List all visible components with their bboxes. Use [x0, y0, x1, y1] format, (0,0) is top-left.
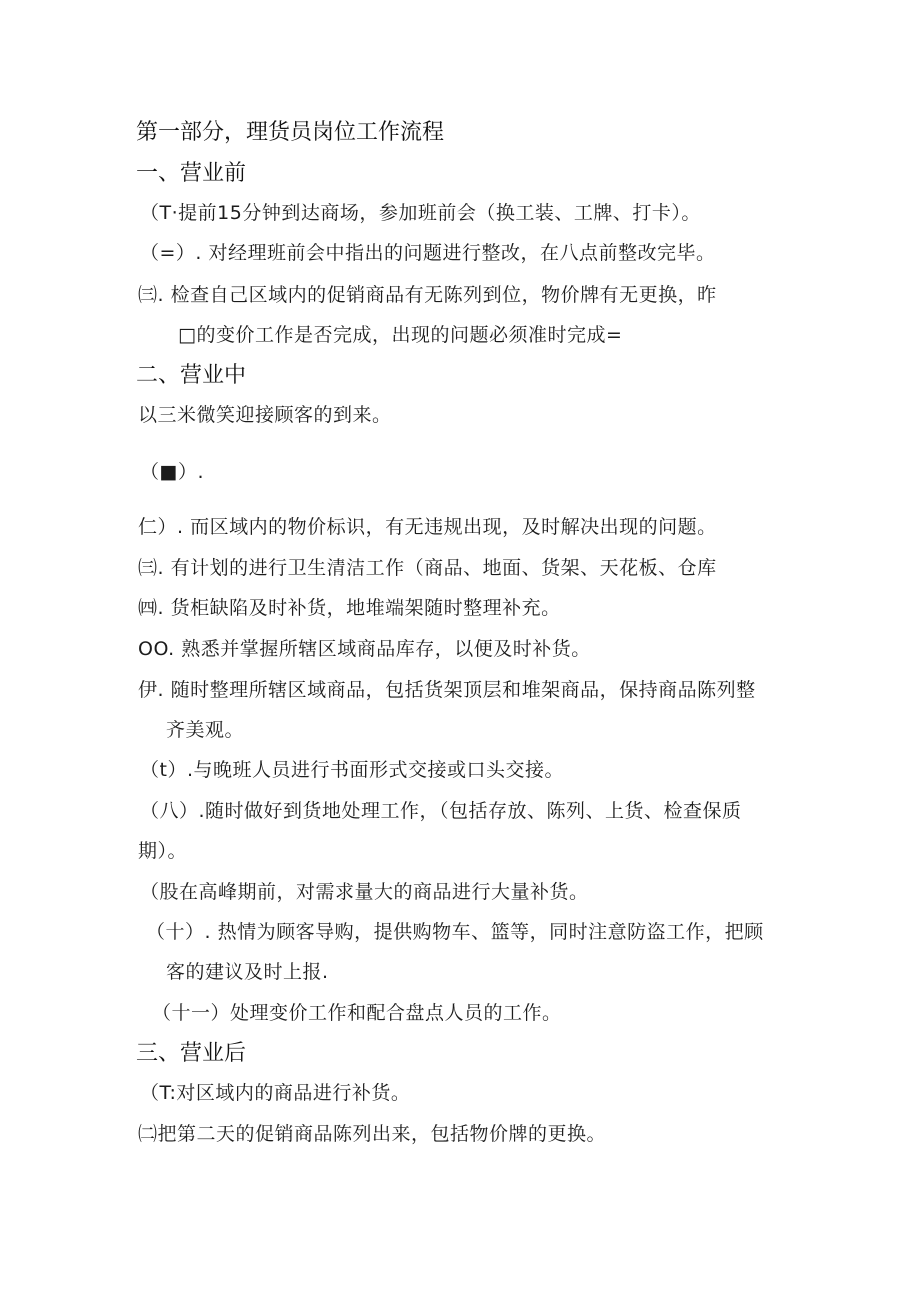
paragraph-line: （八）.随时做好到货地处理工作，（包括存放、陈列、上货、检查保质 [140, 800, 742, 822]
paragraph-line: □的变价工作是否完成，出现的问题必须准时完成= [178, 324, 623, 346]
section-heading-before-business: 一、营业前 [136, 161, 247, 186]
paragraph-line: 客的建议及时上报. [166, 961, 329, 983]
paragraph-line: （T·提前15分钟到达商场，参加班前会（换工装、工牌、打卡）。 [140, 202, 701, 224]
section-heading-after-business: 三、营业后 [136, 1041, 247, 1066]
paragraph-line: 仁）. 而区域内的物价标识，有无违规出现，及时解决出现的问题。 [138, 516, 717, 538]
paragraph-line: （=）. 对经理班前会中指出的问题进行整改，在八点前整改完毕。 [140, 242, 716, 264]
paragraph-line: 伊. 随时整理所辖区域商品，包括货架顶层和堆架商品，保持商品陈列整 [138, 679, 756, 701]
paragraph-line: ㈣. 货柜缺陷及时补货，地堆端架随时整理补充。 [138, 597, 561, 619]
document-title: 第一部分，理货员岗位工作流程 [136, 120, 445, 145]
paragraph-line: OO. 熟悉并掌握所辖区域商品库存，以便及时补货。 [138, 638, 591, 660]
paragraph-line: （■）. [140, 461, 204, 483]
paragraph-line: 期）。 [138, 840, 188, 862]
paragraph-line: （T:对区域内的商品进行补货。 [140, 1082, 411, 1104]
paragraph-line: （t）.与晚班人员进行书面形式交接或口头交接。 [140, 759, 564, 781]
paragraph-line: ㈢. 检查自己区域内的促销商品有无陈列到位，物价牌有无更换，昨 [138, 284, 717, 306]
paragraph-line: 齐美观。 [166, 719, 245, 741]
paragraph-line: （十）. 热情为顾客导购，提供购物车、篮等，同时注意防盗工作，把顾 [146, 921, 764, 943]
section-heading-during-business: 二、营业中 [136, 363, 247, 388]
paragraph-line: （十一）处理变价工作和配合盘点人员的工作。 [152, 1002, 562, 1024]
paragraph-line: ㈡把第二天的促销商品陈列出来，包括物价牌的更换。 [138, 1123, 607, 1145]
paragraph-line: （股在高峰期前，对需求量大的商品进行大量补货。 [140, 881, 589, 903]
paragraph-line: 以三米微笑迎接顾客的到来。 [138, 404, 392, 426]
paragraph-line: ㈢. 有计划的进行卫生清洁工作（商品、地面、货架、天花板、仓库 [138, 557, 717, 579]
